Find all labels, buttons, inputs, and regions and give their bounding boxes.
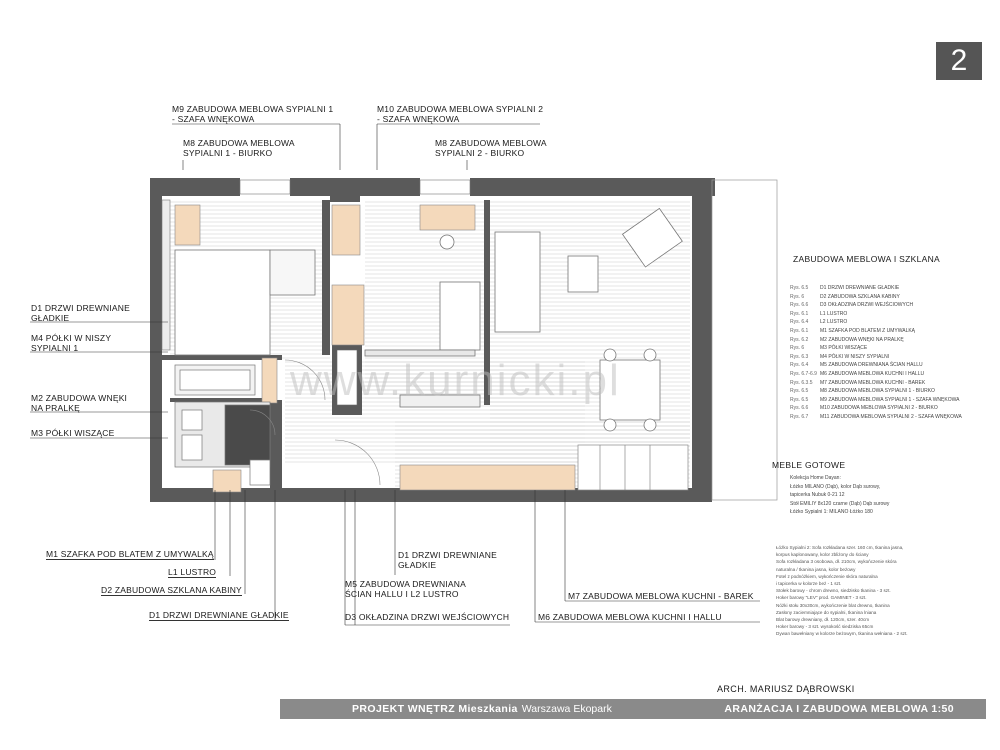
legend-text: M2 ZABUDOWA WNĘKI NA PRALKĘ (820, 336, 904, 343)
callout-d1-bottom (149, 610, 289, 621)
callout-m4 (31, 333, 111, 353)
callout-m5-line-1: M5 ZABUDOWA DREWNIANA (345, 579, 467, 589)
callout-m6-line-1: M6 ZABUDOWA MEBLOWA KUCHNI I HALLU (538, 612, 722, 622)
ready-furniture-item: Łóżko MILANO (Dąb), kolor Dąb surowy, (790, 483, 881, 490)
legend-text: M9 ZABUDOWA MEBLOWA SYPIALNI 1 - SZAFA WNĘKOWA (820, 396, 960, 403)
legend-text: M11 ZABUDOWA MEBLOWA SYPIALNI 2 - SZAFA WNĘKOWA (820, 413, 962, 420)
callout-m5-line-2: ŚCIAN HALLU I L2 LUSTRO (345, 589, 459, 599)
legend-code: Rys. 6.1 (790, 327, 809, 334)
callout-m10-line-1: M10 ZABUDOWA MEBLOWA SYPIALNI 2 (377, 104, 544, 114)
note-line: i tapicerka w kolorze beż - 1 szt. (776, 581, 842, 587)
callout-m4-line-1: M4 PÓŁKI W NISZY (31, 333, 112, 343)
project-title: PROJEKT WNĘTRZ Mieszkania (352, 703, 518, 715)
legend-row (790, 284, 995, 293)
callout-m2 (31, 393, 127, 413)
callout-d1-bottom-line-1: D1 DRZWI DREWNIANE GŁADKIE (149, 610, 289, 620)
callout-m2-line-2: NA PRALKĘ (31, 403, 81, 413)
legend-row (790, 353, 995, 362)
callout-d1-left (31, 303, 130, 323)
callout-m9 (172, 104, 333, 124)
note-line: Hoker barowy "LEV" prod. GAMINET - 3 szt. (776, 595, 867, 601)
legend-row (790, 413, 995, 422)
callout-m7-line-1: M7 ZABUDOWA MEBLOWA KUCHNI - BAREK (568, 591, 754, 601)
kitchen-counter (578, 445, 688, 490)
callout-d1-left-line-1: D1 DRZWI DREWNIANE (31, 303, 130, 313)
legend-row (790, 370, 995, 379)
callout-m3-line-1: M3 PÓŁKI WISZĄCE (31, 428, 115, 438)
callout-m10 (377, 104, 543, 124)
bathroom (175, 365, 270, 485)
furniture-notes (776, 544, 990, 638)
legend-text: M6 ZABUDOWA MEBLOWA KUCHNI I HALLU (820, 370, 925, 377)
ready-furniture-item: Kolekcja Home Dayan: (790, 475, 841, 481)
callout-m1-line-1: M1 SZAFKA POD BLATEM Z UMYWALKĄ (46, 549, 214, 559)
note-line: Dywan bawełniany w kolorze beżowym, tkanina wełniana - 2 szt. (776, 631, 908, 637)
legend-text: M7 ZABUDOWA MEBLOWA KUCHNI - BAREK (820, 379, 926, 386)
note-line: Hoker barowy - 3 szt. wysokość siedziska 65cm (776, 624, 874, 630)
legend-text: M5 ZABUDOWA DREWNIANA ŚCIAN HALLU (820, 362, 923, 369)
callout-m1 (46, 549, 214, 560)
legend-code: Rys. 6.5 (790, 285, 809, 291)
legend-text: D2 ZABUDOWA SZKLANA KABINY (820, 293, 900, 300)
callout-m7 (568, 591, 754, 601)
watermark: www.kurnicki.pl (290, 356, 621, 405)
author-name: ARCH. MARIUSZ DĄBROWSKI (717, 684, 855, 694)
legend-row (790, 396, 995, 405)
callout-m9-line-1: M9 ZABUDOWA MEBLOWA SYPIALNI 1 (172, 104, 334, 114)
ready-furniture-item: Łóżko Sypialni 1: MILANO Łóżko 180 (790, 509, 873, 515)
note-line: Zasłony zaciemniające do sypialni, tkanina lniana (776, 609, 877, 615)
legend-text: M8 ZABUDOWA MEBLOWA SYPIALNI 1 - BIURKO (820, 388, 935, 395)
callout-m5 (345, 579, 466, 599)
legend-list (790, 284, 995, 422)
callout-m9-line-2: - SZAFA WNĘKOWA (172, 114, 255, 124)
callout-l1-line-1: L1 LUSTRO (168, 567, 217, 577)
callout-m8-bedroom-1 (183, 138, 295, 158)
callout-d1-center-line-2: GŁADKIE (398, 560, 437, 570)
note-line: Łóżko Sypialni 2: Sofa rozkładana szer. 160 cm, tkanina jasna, (776, 545, 904, 550)
legend-code: Rys. 6.7 (790, 413, 809, 420)
note-line: Stołek barowy - chrom drewno, siedzisko tkanina - 3 szt. (776, 588, 891, 594)
note-line: korpus kaplonowany, kolor zbliżony do ściany (776, 552, 869, 558)
ready-furniture-item: Stół EMILIY 8x120 czarne (Dąb) Dąb surowy (790, 500, 890, 507)
legend-row (790, 310, 995, 319)
callout-d2-line-1: D2 ZABUDOWA SZKLANA KABINY (101, 585, 242, 595)
legend-row (790, 404, 995, 413)
legend-row (790, 327, 995, 336)
note-line: Sofa rozkładana 3 osobowa, dł. 210cm, wykończenie skóra (776, 559, 897, 565)
callout-d2 (101, 585, 242, 596)
note-line: Blat barowy drewniany, dł. 120cm, szer. 40cm (776, 617, 870, 623)
sheet-title: ARANŻACJA I ZABUDOWA MEBLOWA 1:50 (724, 703, 954, 715)
balcony (712, 180, 777, 500)
legend-text: M3 PÓŁKI WISZĄCE (820, 345, 868, 352)
ready-furniture-list (790, 474, 980, 517)
callout-m8b-line-1: M8 ZABUDOWA MEBLOWA (435, 138, 547, 148)
legend-text: M4 PÓŁKI W NISZY SYPIALNI (820, 353, 890, 360)
callout-m8a-line-2: SYPIALNI 1 - BIURKO (183, 148, 273, 158)
legend-code: Rys. 6.3 (790, 353, 809, 360)
callout-m2-line-1: M2 ZABUDOWA WNĘKI (31, 393, 128, 403)
legend-text: L1 LUSTRO (820, 310, 848, 317)
callout-d3-line-1: D3 OKŁADZINA DRZWI WEJŚCIOWYCH (345, 612, 510, 622)
legend-text: M10 ZABUDOWA MEBLOWA SYPIALNI 2 - BIURKO (820, 405, 938, 412)
callout-d1-center (398, 550, 497, 570)
legend-text: D3 OKŁADZINA DRZWI WEJŚCIOWYCH (820, 302, 914, 309)
legend-code: Rys. 6 (790, 293, 805, 300)
callout-d1-left-line-2: GŁADKIE (31, 313, 70, 323)
ready-furniture-item: tapicerka Nubuk 0-21 12 (790, 492, 845, 498)
legend-code: Rys. 6.3.5 (790, 379, 813, 386)
callout-m6 (538, 612, 722, 622)
ready-furniture-title: MEBLE GOTOWE (772, 460, 846, 470)
legend-row (790, 344, 995, 353)
callout-d1-center-line-1: D1 DRZWI DREWNIANE (398, 550, 497, 560)
legend-code: Rys. 6.1 (790, 310, 809, 317)
callout-m4-line-2: SYPIALNI 1 (31, 343, 79, 353)
callout-m10-line-2: - SZAFA WNĘKOWA (377, 114, 460, 124)
legend-row (790, 301, 995, 310)
legend-code: Rys. 6 (790, 345, 805, 352)
legend-code: Rys. 6.4 (790, 362, 809, 369)
callout-m8a-line-1: M8 ZABUDOWA MEBLOWA (183, 138, 295, 148)
legend-code: Rys. 6.7-6.9 (790, 370, 817, 377)
title-block (280, 699, 986, 719)
project-location: Warszawa Ekopark (521, 703, 612, 715)
legend-text: L2 LUSTRO (820, 319, 848, 326)
callout-m8-bedroom-2 (435, 138, 547, 158)
sheet-number-badge: 2 (936, 42, 982, 80)
callout-m8b-line-2: SYPIALNI 2 - BIURKO (435, 148, 525, 158)
note-line: Nóżki stołu 30x30cm, wykończenie blat drewno, tkanina (776, 602, 890, 608)
legend-code: Rys. 6.2 (790, 336, 809, 343)
legend-text: M1 SZAFKA POD BLATEM Z UMYWALKĄ (820, 327, 916, 334)
legend-row (790, 336, 995, 345)
legend-code: Rys. 6.5 (790, 396, 809, 403)
legend-row (790, 379, 995, 388)
callout-l1 (168, 567, 216, 578)
legend-text: D1 DRZWI DREWNIANE GŁADKIE (820, 285, 900, 291)
legend-code: Rys. 6.4 (790, 319, 809, 326)
legend-code: Rys. 6.6 (790, 302, 809, 309)
legend-code: Rys. 6.6 (790, 405, 809, 412)
legend-code: Rys. 6.5 (790, 388, 809, 395)
callout-d3 (345, 612, 509, 622)
legend-row (790, 361, 995, 370)
legend-title: ZABUDOWA MEBLOWA I SZKLANA (793, 254, 940, 264)
note-line: naturalna / tkanina jasna, kolor beżowy (776, 566, 856, 572)
legend-row (790, 293, 995, 302)
callout-m3 (31, 428, 115, 438)
note-line: Fotel z podnóżkiem, wykończenie skóra naturalna (776, 573, 878, 579)
legend-row (790, 387, 995, 396)
legend-row (790, 318, 995, 327)
